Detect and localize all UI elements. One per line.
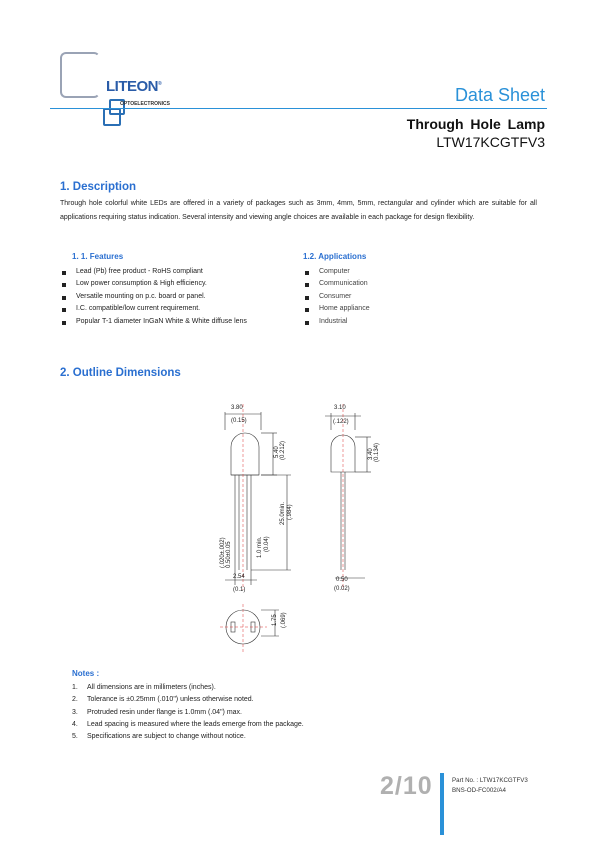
applications-heading: 1.2. Applications [303,252,367,261]
doc-type-label: Data Sheet [454,85,545,105]
notes-heading: Notes : [72,669,100,678]
dim-label: (0.02) [334,586,350,592]
list-item: Home appliance [303,303,503,315]
list-item: 1. All dimensions are in millimeters (inches). [72,684,216,691]
dim-label: 3.10 [334,405,346,411]
logo-subtitle: OPTOELECTRONICS [120,101,170,107]
list-item: Low power consumption & High efficiency. [60,278,288,290]
list-item: Versatile mounting on p.c. board or panel. [60,291,288,303]
dim-label: 5.40 [274,446,280,458]
list-item: I.C. compatible/low current requirement. [60,303,288,315]
outline-drawing [195,390,395,662]
description-text: Through hole colorful white LEDs are offered in a variety of packages such as 3mm, 4mm, 5mm, rectangular and cylinder which are suitable for all applications requiring status indication. Several intensity and viewing angle choices are available in each package for design flexibility. [60,200,537,221]
list-item: Consumer [303,291,503,303]
list-item: Industrial [303,316,503,328]
footer-part-number: Part No. : LTW17KCGTFV3 [452,777,528,784]
dim-label: 0.50±0.05 [226,541,232,568]
dim-label: (0.212) [280,440,286,460]
dim-label: (.122) [333,419,349,425]
logo: LITEON® [106,78,162,95]
part-number: LTW17KCGTFV3 [436,134,545,150]
outline-heading: 2. Outline Dimensions [60,367,181,379]
dim-label: (0.1) [233,587,246,593]
dim-label: (.984) [287,504,293,520]
dim-label: 1.0 min. [257,536,263,558]
list-item: Popular T-1 diameter InGaN White & White diffuse lens [60,316,288,328]
features-heading: 1. 1. Features [72,252,124,261]
dim-label: (0.04) [264,536,270,552]
dim-label: (0.15) [231,418,247,424]
applications-list [303,266,503,328]
list-item: 3. Protruded resin under flange is 1.0mm (.04") max. [72,708,242,716]
list-item: Lead (Pb) free product - RoHS compliant [60,266,288,278]
list-item: 5. Specifications are subject to change without notice. [72,733,246,741]
dim-label: 25.0min. [280,501,286,525]
dim-label: 2.54 [233,574,245,580]
dim-label: 1.75 [272,614,278,626]
features-list [60,266,288,328]
footer-divider [440,773,444,835]
header-divider [50,108,547,109]
dim-label: 0.50 [336,577,348,583]
list-item: Communication [303,278,503,290]
dim-label: (.069) [281,612,287,628]
footer-doc-number: BNS-OD-FC002/A4 [452,787,506,794]
dim-label: (0.134) [374,442,380,462]
description-heading: 1. Description [60,181,137,193]
logo-square-icon [103,108,121,126]
list-item: Computer [303,266,503,278]
list-item: 4. Lead spacing is measured where the leads emerge from the package. [72,720,304,728]
page-title: Through Hole Lamp [406,116,545,132]
dim-label: 3.40 [368,448,374,460]
notes-list [72,682,304,743]
dim-label: 3.80 [231,405,243,411]
page-number: 2/10 [380,772,433,800]
dim-label: (.020±.002) [220,537,226,568]
logo-frame-icon [60,52,100,98]
list-item: 2. Tolerance is ±0.25mm (.010") unless otherwise noted. [72,696,254,704]
